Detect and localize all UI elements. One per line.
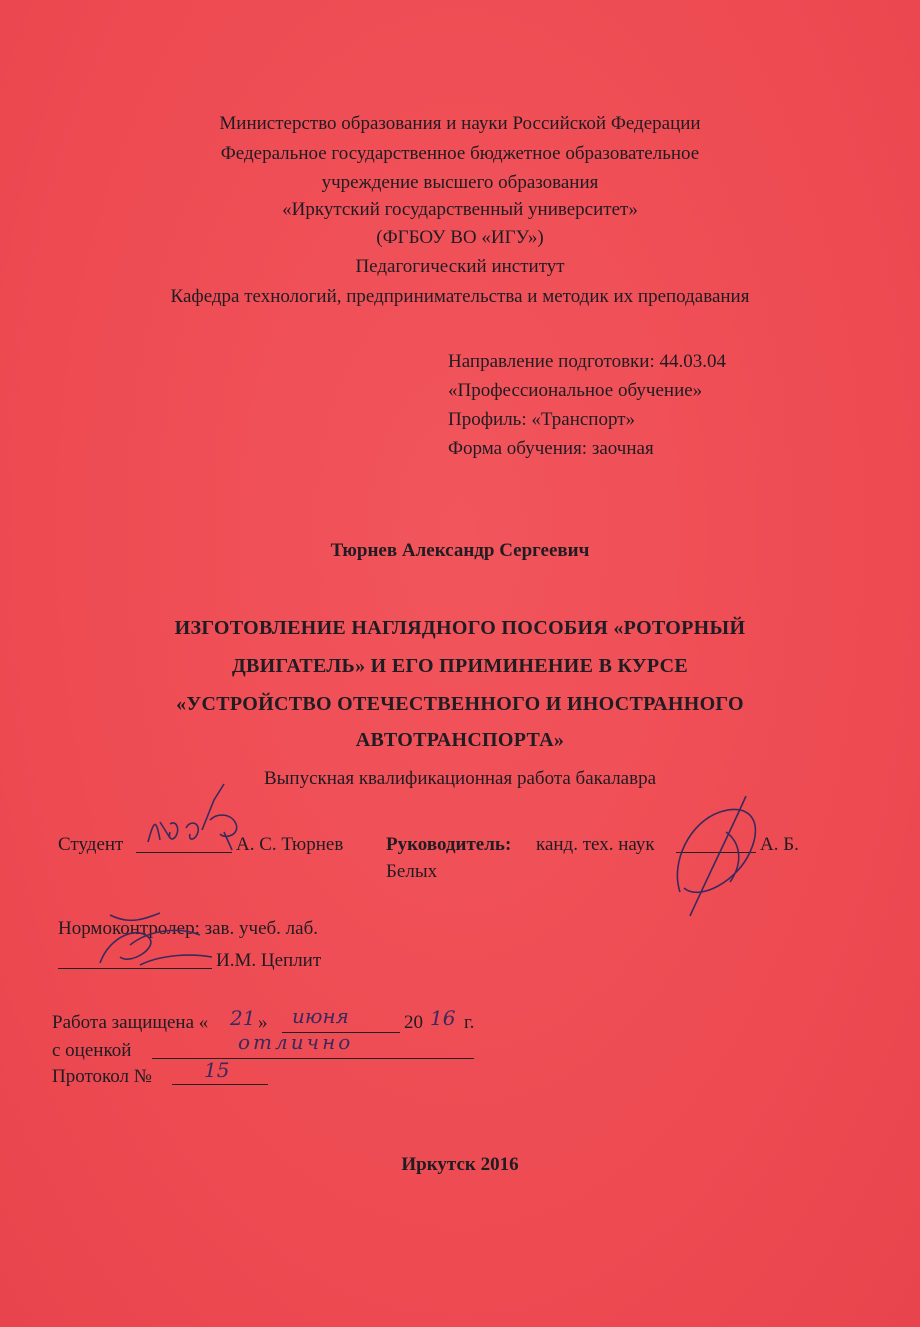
normcontrol-label: Нормоконтролер: зав. учеб. лаб. bbox=[58, 918, 319, 939]
defense-day-close: » bbox=[258, 1012, 268, 1033]
profile-line: Профиль: «Транспорт» bbox=[448, 409, 636, 430]
education-level-line: учреждение высшего образования bbox=[321, 172, 599, 193]
defense-year-prefix: 20 bbox=[404, 1012, 423, 1033]
supervisor-name-initials: А. Б. bbox=[760, 834, 799, 855]
defense-year-suffix: 16 bbox=[430, 1006, 456, 1030]
protocol-label: Протокол № bbox=[52, 1066, 152, 1087]
student-name: А. С. Тюрнев bbox=[236, 834, 344, 855]
work-type: Выпускная квалификационная работа бакалавра bbox=[263, 768, 657, 789]
university-type-line: Федеральное государственное бюджетное образовательное bbox=[220, 143, 700, 164]
grade-value: отлично bbox=[238, 1030, 354, 1054]
author-name: Тюрнев Александр Сергеевич bbox=[330, 540, 590, 561]
city-year: Иркутск 2016 bbox=[401, 1154, 519, 1175]
department-line: Кафедра технологий, предпринимательства и методик их преподавания bbox=[170, 286, 750, 307]
supervisor-name-surname: Белых bbox=[386, 861, 438, 882]
study-form-line: Форма обучения: заочная bbox=[448, 438, 654, 459]
defense-day: 21 bbox=[230, 1006, 256, 1030]
ministry-line: Министерство образования и науки Российской Федерации bbox=[219, 113, 701, 134]
student-signature bbox=[140, 780, 250, 860]
title-line-2: ДВИГАТЕЛЬ» И ЕГО ПРИМИНЕНИЕ В КУРСЕ bbox=[231, 655, 689, 677]
title-line-4: АВТОТРАНСПОРТА» bbox=[355, 729, 565, 751]
direction-name-line: «Профессиональное обучение» bbox=[448, 380, 703, 401]
title-line-1: ИЗГОТОВЛЕНИЕ НАГЛЯДНОГО ПОСОБИЯ «РОТОРНЫЙ bbox=[174, 617, 746, 639]
supervisor-signature bbox=[660, 792, 780, 922]
title-line-3: «УСТРОЙСТВО ОТЕЧЕСТВЕННОГО И ИНОСТРАННОГО bbox=[176, 693, 744, 715]
grade-label: с оценкой bbox=[52, 1040, 132, 1061]
normcontrol-signature bbox=[90, 905, 220, 975]
defense-year-end: г. bbox=[464, 1012, 475, 1033]
normcontrol-name: И.М. Цеплит bbox=[216, 950, 322, 971]
supervisor-label: Руководитель: bbox=[386, 834, 512, 855]
university-name-line: «Иркутский государственный университет» bbox=[282, 199, 638, 220]
supervisor-degree: канд. тех. наук bbox=[536, 834, 655, 855]
institute-line: Педагогический институт bbox=[355, 256, 565, 277]
university-abbrev-line: (ФГБОУ ВО «ИГУ») bbox=[376, 227, 544, 248]
protocol-number: 15 bbox=[204, 1058, 230, 1082]
defended-label: Работа защищена « bbox=[52, 1012, 209, 1033]
student-label: Студент bbox=[58, 834, 124, 855]
direction-line: Направление подготовки: 44.03.04 bbox=[448, 351, 726, 372]
defense-month: июня bbox=[292, 1004, 349, 1028]
